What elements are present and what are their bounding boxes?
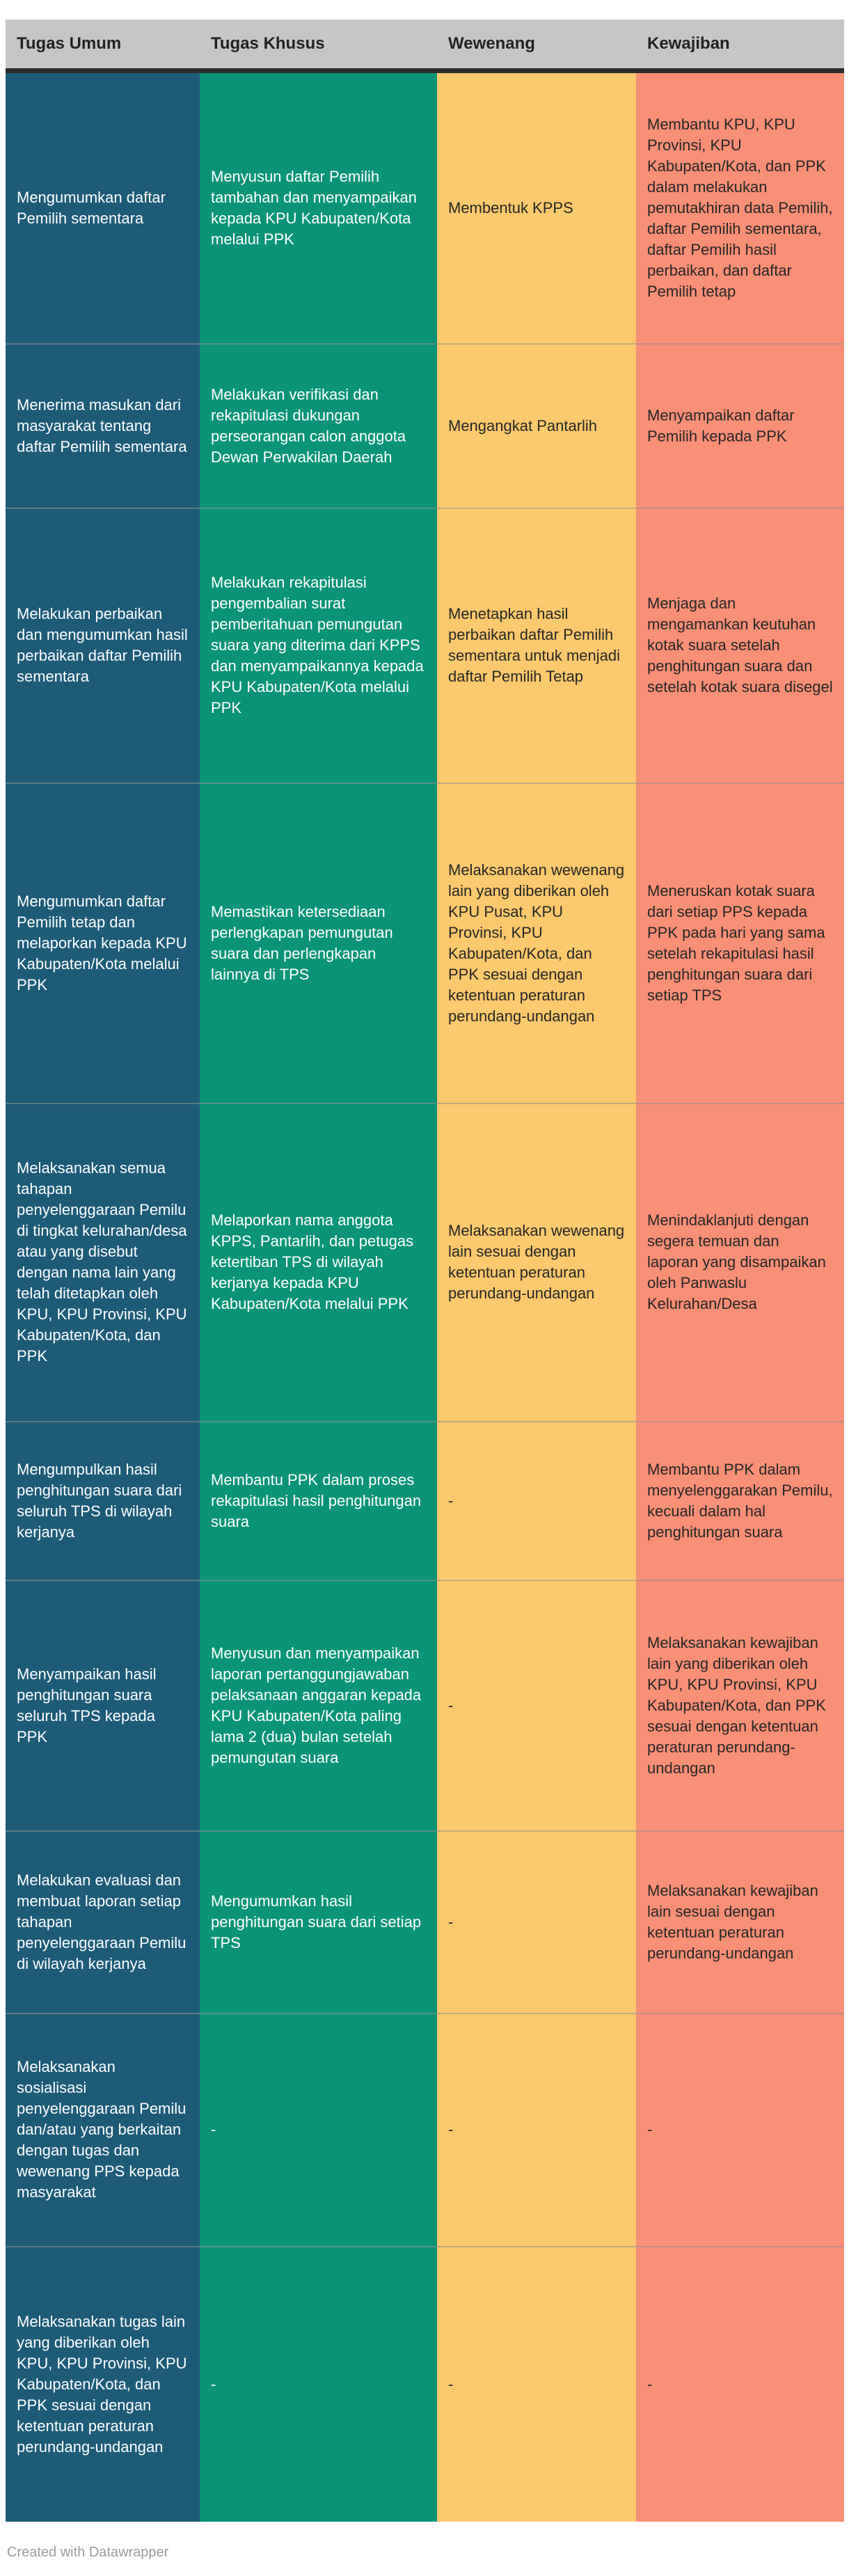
- table-body: [6, 71, 844, 2522]
- cell-r8-tugas-khusus: Mengumumkan hasil penghitungan suara dari setiap TPS: [200, 1831, 437, 2013]
- cell-r8-tugas-umum: Melakukan evaluasi dan membuat laporan setiap tahapan penyelenggaraan Pemilu di wilayah kerjanya: [6, 1831, 200, 2013]
- cell-r10-wewenang: -: [437, 2247, 636, 2522]
- cell-r6-kewajiban: Membantu PPK dalam menyelenggarakan Pemilu, kecuali dalam hal penghitungan suara: [636, 1422, 844, 1580]
- cell-r4-tugas-khusus: Memastikan ketersediaan perlengkapan pemungutan suara dan perlengkapan lainnya di TPS: [200, 783, 437, 1104]
- cell-r2-kewajiban: Menyampaikan daftar Pemilih kepada PPK: [636, 344, 844, 508]
- cell-r7-wewenang: -: [437, 1580, 636, 1831]
- cell-r10-tugas-khusus: -: [200, 2247, 437, 2522]
- table-row: [6, 2013, 844, 2247]
- table-row: [6, 1831, 844, 2013]
- cell-r2-tugas-umum: Menerima masukan dari masyarakat tentang daftar Pemilih sementara: [6, 344, 200, 508]
- cell-r4-kewajiban: Meneruskan kotak suara dari setiap PPS kepada PPK pada hari yang sama setelah rekapitulasi hasil penghitungan suara dari setiap TPS: [636, 783, 844, 1104]
- cell-r10-tugas-umum: Melaksanakan tugas lain yang diberikan oleh KPU, KPU Provinsi, KPU Kabupaten/Kota, dan PPK sesuai dengan ketentuan peraturan perundang-undangan: [6, 2247, 200, 2522]
- header-row: [6, 19, 844, 71]
- attribution-footer: [7, 2545, 844, 2561]
- cell-r5-wewenang: Melaksanakan wewenang lain sesuai dengan ketentuan peraturan perundang-undangan: [437, 1104, 636, 1422]
- cell-r1-tugas-umum: Mengumumkan daftar Pemilih sementara: [6, 71, 200, 344]
- cell-r9-kewajiban: -: [636, 2013, 844, 2247]
- cell-r3-kewajiban: Menjaga dan mengamankan keutuhan kotak suara setelah penghitungan suara dan setelah kotak suara disegel: [636, 508, 844, 783]
- cell-r9-tugas-umum: Melaksanakan sosialisasi penyelenggaraan Pemilu dan/atau yang berkaitan dengan tugas dan wewenang PPS kepada masyarakat: [6, 2013, 200, 2247]
- cell-r2-wewenang: Mengangkat Pantarlih: [437, 344, 636, 508]
- table-header: [6, 19, 844, 71]
- cell-r10-kewajiban: -: [636, 2247, 844, 2522]
- table-row: [6, 2247, 844, 2522]
- cell-r9-tugas-khusus: -: [200, 2013, 437, 2247]
- table-row: [6, 783, 844, 1104]
- cell-r8-kewajiban: Melaksanakan kewajiban lain sesuai dengan ketentuan peraturan perundang-undangan: [636, 1831, 844, 2013]
- cell-r5-tugas-umum: Melaksanakan semua tahapan penyelenggaraan Pemilu di tingkat kelurahan/desa atau yang disebut dengan nama lain yang telah ditetapkan oleh KPU, KPU Provinsi, KPU Kabupaten/Kota, dan PPK: [6, 1104, 200, 1422]
- column-header-kewajiban: Kewajiban: [636, 19, 844, 71]
- table-row: [6, 1422, 844, 1580]
- table-row: [6, 344, 844, 508]
- cell-r6-tugas-khusus: Membantu PPK dalam proses rekapitulasi hasil penghitungan suara: [200, 1422, 437, 1580]
- column-header-tugas-khusus: Tugas Khusus: [200, 19, 437, 71]
- cell-r7-tugas-khusus: Menyusun dan menyampaikan laporan pertanggungjawaban pelaksanaan anggaran kepada KPU Kabupaten/Kota paling lama 2 (dua) bulan setelah pemungutan suara: [200, 1580, 437, 1831]
- cell-r1-wewenang: Membentuk KPPS: [437, 71, 636, 344]
- cell-r4-tugas-umum: Mengumumkan daftar Pemilih tetap dan melaporkan kepada KPU Kabupaten/Kota melalui PPK: [6, 783, 200, 1104]
- column-header-tugas-umum: Tugas Umum: [6, 19, 200, 71]
- cell-r9-wewenang: -: [437, 2013, 636, 2247]
- pps-duties-table: [6, 19, 844, 2522]
- cell-r6-tugas-umum: Mengumpulkan hasil penghitungan suara dari seluruh TPS di wilayah kerjanya: [6, 1422, 200, 1580]
- cell-r5-kewajiban: Menindaklanjuti dengan segera temuan dan laporan yang disampaikan oleh Panwaslu Kelurahan/Desa: [636, 1104, 844, 1422]
- table-row: [6, 508, 844, 783]
- cell-r8-wewenang: -: [437, 1831, 636, 2013]
- table-row: [6, 71, 844, 344]
- cell-r6-wewenang: -: [437, 1422, 636, 1580]
- table-row: [6, 1580, 844, 1831]
- cell-r7-tugas-umum: Menyampaikan hasil penghitungan suara seluruh TPS kepada PPK: [6, 1580, 200, 1831]
- cell-r3-wewenang: Menetapkan hasil perbaikan daftar Pemilih sementara untuk menjadi daftar Pemilih Tetap: [437, 508, 636, 783]
- cell-r7-kewajiban: Melaksanakan kewajiban lain yang diberikan oleh KPU, KPU Provinsi, KPU Kabupaten/Kota, dan PPK sesuai dengan ketentuan peraturan perundang-undangan: [636, 1580, 844, 1831]
- cell-r5-tugas-khusus: Melaporkan nama anggota KPPS, Pantarlih, dan petugas ketertiban TPS di wilayah kerjanya kepada KPU Kabupaten/Kota melalui PPK: [200, 1104, 437, 1422]
- cell-r3-tugas-umum: Melakukan perbaikan dan mengumumkan hasil perbaikan daftar Pemilih sementara: [6, 508, 200, 783]
- table-row: [6, 1104, 844, 1422]
- cell-r1-kewajiban: Membantu KPU, KPU Provinsi, KPU Kabupaten/Kota, dan PPK dalam melakukan pemutakhiran data Pemilih, daftar Pemilih sementara, daftar Pemilih hasil perbaikan, dan daftar Pemilih tetap: [636, 71, 844, 344]
- datawrapper-attribution-link[interactable]: Created with Datawrapper: [7, 2544, 169, 2560]
- column-header-wewenang: Wewenang: [437, 19, 636, 71]
- cell-r3-tugas-khusus: Melakukan rekapitulasi pengembalian surat pemberitahuan pemungutan suara yang diterima dari KPPS dan menyampaikannya kepada KPU Kabupaten/Kota melalui PPK: [200, 508, 437, 783]
- cell-r4-wewenang: Melaksanakan wewenang lain yang diberikan oleh KPU Pusat, KPU Provinsi, KPU Kabupaten/Kota, dan PPK sesuai dengan ketentuan peraturan perundang-undangan: [437, 783, 636, 1104]
- cell-r1-tugas-khusus: Menyusun daftar Pemilih tambahan dan menyampaikan kepada KPU Kabupaten/Kota melalui PPK: [200, 71, 437, 344]
- cell-r2-tugas-khusus: Melakukan verifikasi dan rekapitulasi dukungan perseorangan calon anggota Dewan Perwakilan Daerah: [200, 344, 437, 508]
